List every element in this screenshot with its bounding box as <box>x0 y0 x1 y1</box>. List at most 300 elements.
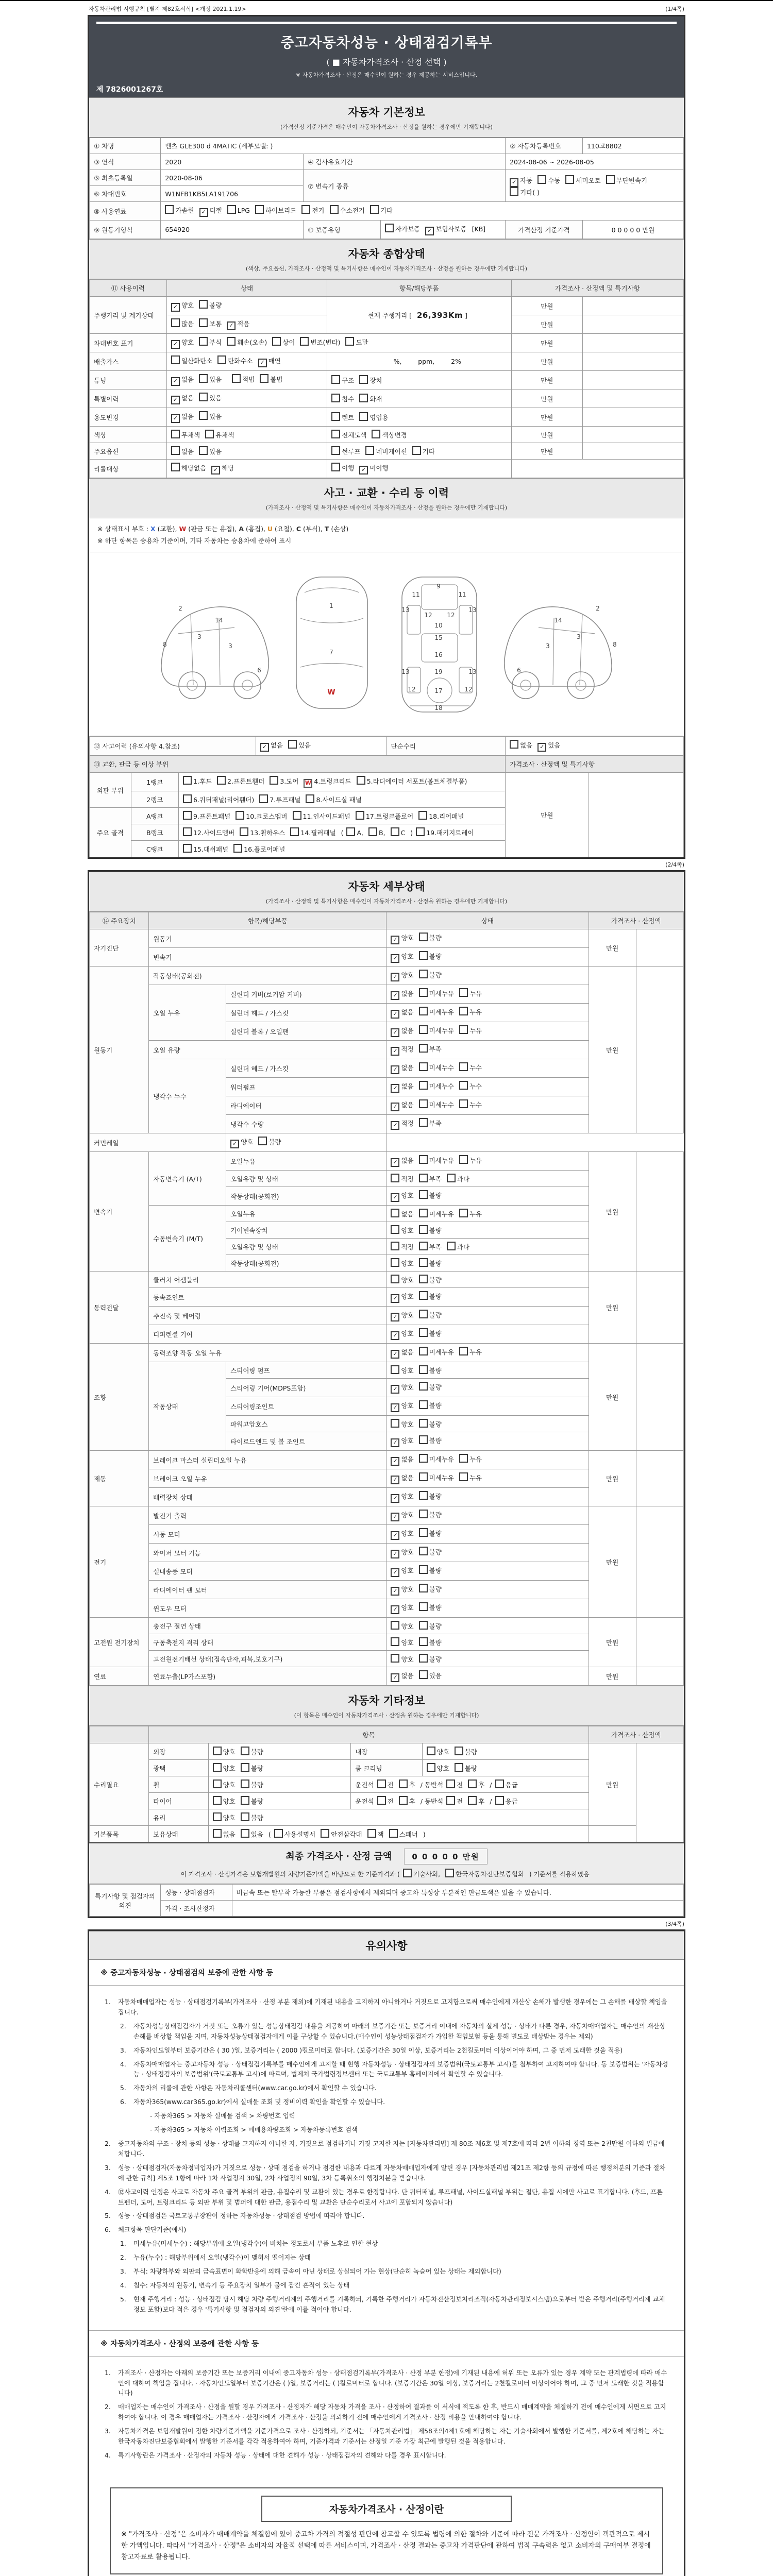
panel-number: 3 <box>577 633 581 640</box>
checkbox[interactable] <box>419 1291 428 1300</box>
table-cell: 원동기 <box>149 929 386 948</box>
check-option <box>419 1454 454 1464</box>
checkbox[interactable] <box>288 740 297 749</box>
table-cell <box>386 1152 589 1171</box>
checkbox[interactable]: ✓ <box>391 1531 399 1540</box>
checkbox[interactable] <box>459 1081 468 1090</box>
checkbox[interactable] <box>419 1547 428 1555</box>
checkbox[interactable] <box>391 1365 399 1374</box>
checkbox[interactable] <box>447 1174 456 1182</box>
checkbox[interactable] <box>419 1654 428 1663</box>
checkbox[interactable] <box>459 1007 468 1015</box>
checkbox[interactable] <box>270 776 278 785</box>
checkbox[interactable] <box>258 1137 267 1145</box>
checkbox[interactable] <box>389 1829 398 1838</box>
check-option <box>446 1780 463 1789</box>
checkbox-label: 불법 <box>270 376 283 383</box>
check-option <box>419 1472 454 1482</box>
checkbox[interactable] <box>300 337 309 346</box>
checkbox[interactable]: ✓ <box>425 227 434 235</box>
checkbox[interactable] <box>419 1225 428 1234</box>
check-option <box>459 1155 482 1165</box>
checkbox[interactable] <box>391 1637 399 1646</box>
checkbox[interactable]: ✓ <box>260 743 269 752</box>
table-cell: 만원 <box>511 443 582 460</box>
checkbox[interactable]: ✓ <box>391 973 399 981</box>
notice-item-number: 4. <box>120 2060 126 2068</box>
checkbox[interactable] <box>419 1310 428 1318</box>
checkbox[interactable] <box>416 827 425 836</box>
checkbox[interactable] <box>399 1780 408 1788</box>
checkbox[interactable] <box>419 1602 428 1611</box>
check-option <box>241 1812 263 1822</box>
checkbox[interactable]: ✓ <box>391 1010 399 1019</box>
checkbox[interactable] <box>419 933 428 941</box>
checkbox[interactable] <box>306 794 314 803</box>
check-option <box>171 412 194 423</box>
status-header: 상태 <box>386 912 589 929</box>
checkbox[interactable]: ✓ <box>359 466 368 474</box>
checkbox[interactable] <box>227 337 236 346</box>
checkbox[interactable] <box>412 446 421 455</box>
checkbox[interactable] <box>419 1242 428 1250</box>
checkbox-label: 이행 <box>342 464 355 472</box>
checkbox[interactable] <box>331 412 340 421</box>
checkbox[interactable] <box>419 1584 428 1592</box>
checkbox[interactable] <box>330 205 339 214</box>
checkbox[interactable] <box>213 1763 222 1772</box>
checkbox[interactable]: ✓ <box>391 1350 399 1359</box>
check-option <box>260 740 283 752</box>
checkbox[interactable] <box>391 827 399 836</box>
checkbox[interactable]: ✓ <box>391 1568 399 1577</box>
checkbox[interactable] <box>399 1796 408 1805</box>
table-cell <box>386 929 589 948</box>
checkbox[interactable] <box>359 394 368 402</box>
checkbox[interactable] <box>459 1209 468 1217</box>
check-option <box>445 1869 524 1878</box>
checkbox[interactable] <box>391 1275 399 1283</box>
checkbox[interactable] <box>419 1209 428 1217</box>
usage-change-part-checks <box>327 408 511 427</box>
checkbox[interactable] <box>183 776 192 785</box>
checkbox[interactable]: ✓ <box>391 1403 399 1412</box>
checkbox[interactable] <box>391 1258 399 1267</box>
checkbox[interactable] <box>445 1869 454 1877</box>
checkbox[interactable] <box>171 463 180 471</box>
checkbox[interactable] <box>365 446 374 455</box>
checkbox[interactable] <box>356 811 364 820</box>
checkbox[interactable]: ✓ <box>227 321 236 330</box>
checkbox[interactable] <box>419 1565 428 1574</box>
high-voltage-group: 고전원 전기장치 <box>90 1618 149 1667</box>
check-option <box>359 394 382 403</box>
checkbox[interactable] <box>419 1435 428 1444</box>
check-option <box>331 430 366 439</box>
table-cell: 변속기 <box>149 948 386 967</box>
checkbox[interactable] <box>565 175 574 184</box>
notice-item <box>105 2211 668 2222</box>
checkbox[interactable] <box>419 1007 428 1015</box>
checkbox[interactable] <box>459 1025 468 1034</box>
checkbox[interactable] <box>217 776 226 785</box>
checkbox[interactable]: ✓ <box>171 303 180 312</box>
checkbox[interactable] <box>468 1780 477 1788</box>
accident-subtitle: (가격조사 · 산정액 및 특기사항은 매수인이 자동차가격조사 · 산정을 원하는 경우에만 기재합니다) <box>265 504 508 511</box>
checkbox[interactable] <box>419 951 428 960</box>
checkbox[interactable]: ✓ <box>391 1494 399 1503</box>
checkbox[interactable] <box>459 988 468 997</box>
checkbox[interactable] <box>419 1419 428 1428</box>
check-option <box>391 1671 413 1682</box>
checkbox[interactable] <box>419 1365 428 1374</box>
checkbox[interactable] <box>213 1812 222 1821</box>
inline-text: [KB] <box>472 225 486 233</box>
abnormal-parts-header: ⑬ 교환, 판금 등 이상 부위 <box>90 756 506 773</box>
checkbox[interactable] <box>419 1155 428 1164</box>
checkbox[interactable] <box>391 1654 399 1663</box>
checkbox[interactable] <box>419 1328 428 1337</box>
checkbox-label: 부족 <box>429 1120 442 1127</box>
checkbox[interactable] <box>272 337 281 346</box>
checkbox[interactable] <box>199 446 208 455</box>
checkbox-label: 양호 <box>223 1765 236 1772</box>
check-option <box>447 1242 469 1251</box>
state-code-desc: (손상) <box>329 525 349 533</box>
checkbox[interactable] <box>419 1174 428 1182</box>
checkbox-label: 미세누유 <box>429 1348 454 1356</box>
checkbox-label: 있음 <box>209 376 222 383</box>
checkbox[interactable] <box>468 1796 477 1805</box>
panel-number: 3 <box>197 633 201 640</box>
check-option <box>183 827 234 837</box>
checkbox[interactable] <box>419 1062 428 1071</box>
checkbox[interactable] <box>495 1796 504 1805</box>
panel-number: 18 <box>434 704 443 711</box>
checkbox[interactable]: ✓ <box>391 1438 399 1447</box>
checkbox-label: 전체도색 <box>342 431 367 439</box>
checkbox[interactable] <box>419 1472 428 1481</box>
table-cell: 시동 모터 <box>149 1525 386 1544</box>
checkbox[interactable] <box>447 1242 456 1250</box>
checkbox[interactable]: ✓ <box>537 743 546 752</box>
checkbox[interactable] <box>255 205 264 214</box>
checkbox[interactable]: ✓ <box>391 1476 399 1484</box>
checkbox[interactable] <box>171 355 180 364</box>
checkbox[interactable] <box>217 355 226 364</box>
checkbox[interactable]: ✓ <box>391 1673 399 1682</box>
check-option <box>241 1780 263 1789</box>
check-option <box>419 951 442 961</box>
check-option <box>459 1347 482 1357</box>
notice-item <box>105 2427 668 2447</box>
check-option <box>419 1670 442 1680</box>
checkbox[interactable] <box>293 811 301 820</box>
checkbox[interactable] <box>227 205 236 214</box>
checkbox[interactable] <box>213 1796 222 1805</box>
checkbox[interactable] <box>419 988 428 997</box>
check-option <box>537 740 560 752</box>
notice-item-number: 5. <box>105 2212 111 2220</box>
checkbox[interactable] <box>241 1812 249 1821</box>
checkbox[interactable] <box>321 1829 329 1838</box>
checkbox[interactable] <box>606 175 615 184</box>
checkbox[interactable] <box>419 1025 428 1034</box>
checkbox[interactable] <box>391 1621 399 1630</box>
checkbox[interactable] <box>419 1099 428 1108</box>
checkbox[interactable]: ✓ <box>510 178 518 187</box>
checkbox[interactable] <box>459 1062 468 1071</box>
checkbox[interactable] <box>331 375 340 384</box>
checkbox[interactable] <box>241 1829 249 1838</box>
checkbox-label: 적정 <box>401 1120 414 1127</box>
rank2-checks <box>178 791 505 808</box>
color-part-checks <box>327 427 511 443</box>
checkbox[interactable] <box>459 1472 468 1481</box>
checkbox[interactable] <box>359 375 368 384</box>
checkbox[interactable] <box>391 1174 399 1182</box>
check-option <box>199 300 222 310</box>
checkbox[interactable]: ✓ <box>258 359 267 367</box>
color-label: 색상 <box>90 427 167 443</box>
checkbox[interactable] <box>391 1242 399 1250</box>
checkbox[interactable] <box>213 1780 222 1788</box>
checkbox[interactable] <box>510 187 518 196</box>
check-option <box>427 1763 449 1773</box>
checkbox[interactable] <box>495 1780 504 1788</box>
checkbox[interactable] <box>357 776 365 785</box>
checkbox[interactable]: ✓ <box>391 954 399 963</box>
check-option <box>331 446 360 456</box>
checkbox[interactable] <box>419 1491 428 1500</box>
checkbox[interactable] <box>236 811 244 820</box>
checkbox[interactable] <box>459 1454 468 1463</box>
table-cell <box>386 1096 589 1115</box>
checkbox[interactable] <box>232 374 241 383</box>
accident-section-header <box>89 478 684 518</box>
checkbox[interactable] <box>241 1796 249 1805</box>
checkbox[interactable]: ✓ <box>391 1047 399 1056</box>
checkbox[interactable] <box>510 740 518 749</box>
checkbox[interactable] <box>419 1400 428 1409</box>
checkbox[interactable] <box>459 1099 468 1108</box>
checkbox[interactable] <box>331 394 340 402</box>
table-cell: 작동상태 <box>149 1362 226 1451</box>
checkbox[interactable] <box>331 446 340 455</box>
checkbox[interactable]: ✓ <box>391 936 399 944</box>
panel-number: 12 <box>424 612 432 619</box>
checkbox[interactable] <box>301 205 310 214</box>
checkbox[interactable] <box>391 1225 399 1234</box>
checkbox[interactable] <box>165 205 174 214</box>
checkbox[interactable] <box>446 1796 455 1805</box>
checkbox[interactable] <box>419 1044 428 1053</box>
checkbox[interactable] <box>419 970 428 978</box>
checkbox[interactable]: ✓ <box>391 1587 399 1596</box>
checkbox[interactable] <box>537 175 546 184</box>
check-option <box>365 446 407 456</box>
checkbox-label: 양호 <box>223 1781 236 1789</box>
checkbox[interactable] <box>274 1829 283 1838</box>
checkbox[interactable]: ✓ <box>391 1193 399 1202</box>
checkbox[interactable] <box>171 430 180 438</box>
checkbox[interactable] <box>183 844 192 853</box>
checkbox[interactable]: ✓ <box>230 1140 239 1148</box>
checkbox[interactable]: ✓ <box>391 1605 399 1614</box>
checkbox[interactable] <box>331 430 340 438</box>
table-cell: 스티어링조인트 <box>226 1397 386 1416</box>
checkbox[interactable] <box>419 1510 428 1518</box>
check-option <box>391 1454 413 1466</box>
checkbox[interactable]: ✓ <box>211 466 220 474</box>
checkbox[interactable] <box>419 1347 428 1355</box>
checkbox[interactable] <box>241 1763 249 1772</box>
checkbox[interactable]: ✓ <box>391 1065 399 1074</box>
checkbox[interactable] <box>199 393 208 401</box>
inspector-opinion: 비금속 또는 탈부착 가능한 부품은 점검사항에서 제외되며 중고차 특성상 부분적인 판금도색은 있을 수 있습니다. <box>232 1885 683 1901</box>
table-cell <box>208 1826 589 1842</box>
brake-group: 제동 <box>90 1451 149 1506</box>
checkbox[interactable]: ✓ <box>171 396 180 404</box>
checkbox[interactable]: ✓ <box>171 414 180 423</box>
checkbox[interactable] <box>213 1747 222 1755</box>
checkbox[interactable]: ✓ <box>391 1457 399 1466</box>
checkbox[interactable] <box>391 1419 399 1428</box>
checkbox[interactable] <box>205 430 214 438</box>
checkbox[interactable] <box>171 318 180 327</box>
checkbox[interactable] <box>260 374 268 383</box>
checkbox[interactable] <box>391 1209 399 1217</box>
checkbox[interactable] <box>346 827 355 836</box>
checkbox[interactable]: ✓ <box>391 1121 399 1130</box>
checkbox[interactable] <box>199 337 208 346</box>
checkbox[interactable] <box>459 1347 468 1355</box>
checkbox[interactable] <box>419 1528 428 1537</box>
checkbox[interactable] <box>419 1190 428 1199</box>
checkbox[interactable]: ✓ <box>391 1158 399 1167</box>
checkbox[interactable] <box>419 1382 428 1391</box>
checkbox[interactable]: ✓ <box>171 377 180 386</box>
checkbox[interactable] <box>259 794 268 803</box>
checkbox[interactable] <box>213 1829 222 1838</box>
checkbox[interactable] <box>419 1118 428 1127</box>
checkbox[interactable] <box>367 1829 376 1838</box>
inline-text: 운전석 <box>355 1798 374 1805</box>
checkbox[interactable] <box>377 1780 386 1788</box>
checkbox-label: 있음 <box>209 394 222 402</box>
checkbox-label: 미세누유 <box>429 1027 454 1035</box>
checkbox-label: 양호 <box>401 1293 414 1300</box>
checkbox[interactable] <box>368 827 377 836</box>
checkbox[interactable] <box>427 1747 435 1755</box>
checkbox[interactable] <box>240 827 248 836</box>
checkbox[interactable] <box>345 337 354 346</box>
checkbox[interactable]: ✓ <box>391 1103 399 1111</box>
checkbox[interactable] <box>403 1869 412 1877</box>
checkbox[interactable] <box>372 430 380 438</box>
checkbox[interactable] <box>241 1780 249 1788</box>
price-appraisal-info-box <box>110 2487 663 2574</box>
checkbox-label: 가솔린 <box>175 207 194 214</box>
check-option <box>391 1026 413 1037</box>
check-option <box>241 1829 263 1839</box>
checkbox-label: 누유 <box>469 1474 482 1482</box>
checkbox[interactable] <box>183 827 192 836</box>
checkbox[interactable]: ✓ <box>391 1550 399 1558</box>
checkbox[interactable] <box>419 1258 428 1267</box>
checkbox[interactable] <box>171 446 180 455</box>
checkbox[interactable]: ✓ <box>391 991 399 1000</box>
checkbox[interactable] <box>427 1763 435 1772</box>
checkbox[interactable]: ✓ <box>391 1028 399 1037</box>
checkbox[interactable] <box>290 827 299 836</box>
checkbox-label: 자동 <box>520 176 533 184</box>
checkbox[interactable] <box>199 411 208 420</box>
check-option <box>391 1258 413 1268</box>
checkbox[interactable] <box>359 412 368 421</box>
checkbox[interactable] <box>419 1081 428 1090</box>
table-cell <box>386 1488 589 1506</box>
check-option <box>171 300 194 312</box>
checkbox-label: 양호 <box>401 1311 414 1319</box>
checkbox[interactable] <box>331 463 340 471</box>
checkbox[interactable] <box>419 1454 428 1463</box>
check-option <box>459 1472 482 1482</box>
checkbox[interactable] <box>385 224 394 232</box>
checkbox[interactable] <box>199 300 208 309</box>
w-mark-checkbox[interactable]: W <box>304 779 312 788</box>
checkbox[interactable] <box>446 1780 455 1788</box>
checkbox[interactable] <box>199 318 208 327</box>
checkbox[interactable]: ✓ <box>391 1084 399 1093</box>
checkbox[interactable] <box>419 1275 428 1283</box>
accident-history-checks <box>256 737 386 755</box>
checkbox[interactable] <box>370 205 379 214</box>
notice-item-number: 1. <box>120 2240 126 2248</box>
check-option <box>419 1565 442 1575</box>
checkbox[interactable] <box>183 794 192 803</box>
checkbox[interactable] <box>199 374 208 383</box>
checkbox[interactable]: ✓ <box>391 1313 399 1321</box>
emission-label: 배출가스 <box>90 352 167 371</box>
checkbox[interactable] <box>419 1621 428 1630</box>
checkbox[interactable]: ✓ <box>171 340 180 349</box>
checkbox[interactable] <box>459 1155 468 1164</box>
checkbox[interactable] <box>377 1796 386 1805</box>
checkbox[interactable] <box>455 1763 463 1772</box>
checkbox[interactable]: ✓ <box>391 1294 399 1303</box>
notice-item-number: 5. <box>120 2295 126 2303</box>
table-cell <box>386 1206 589 1222</box>
checkbox-label: 사용설명서 <box>284 1831 316 1838</box>
checkbox[interactable]: ✓ <box>391 1385 399 1394</box>
checkbox[interactable] <box>183 811 192 820</box>
check-option <box>241 1763 263 1773</box>
checkbox[interactable] <box>418 811 427 820</box>
checkbox-label: 양호 <box>401 934 414 942</box>
checkbox[interactable]: ✓ <box>391 1513 399 1521</box>
checkbox[interactable] <box>241 1747 249 1755</box>
checkbox[interactable] <box>233 844 242 853</box>
checkbox[interactable]: ✓ <box>391 1331 399 1340</box>
checkbox[interactable] <box>419 1670 428 1679</box>
check-option <box>419 970 442 979</box>
checkbox[interactable] <box>455 1747 463 1755</box>
check-option <box>510 740 532 750</box>
mileage-value: 26,393Km <box>417 310 463 320</box>
checkbox[interactable] <box>419 1637 428 1646</box>
checkbox[interactable]: ✓ <box>199 208 208 217</box>
